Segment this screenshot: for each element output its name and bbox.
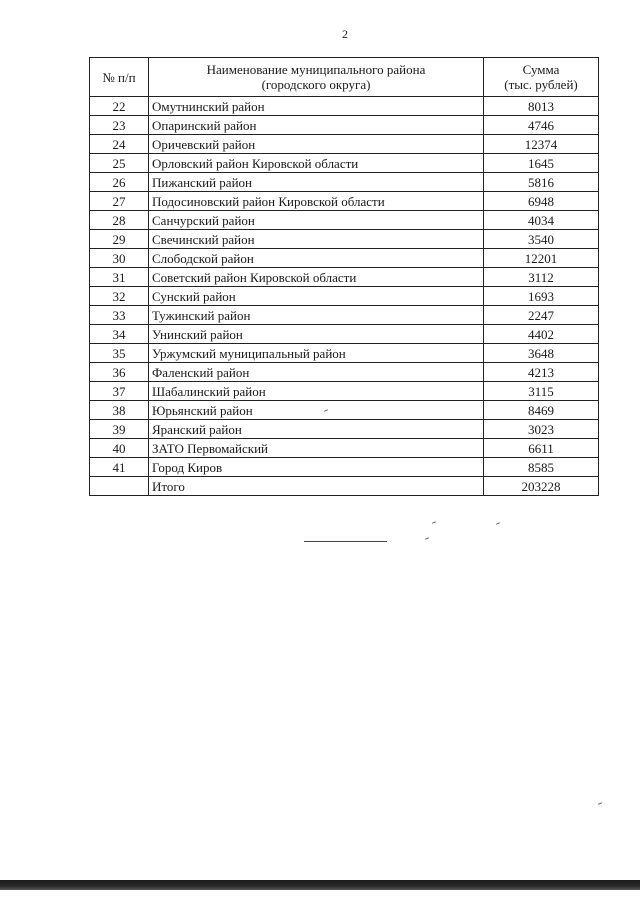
row-number: 39 (90, 420, 149, 439)
district-name: Город Киров (149, 458, 484, 477)
table-row (90, 306, 599, 325)
row-number: 30 (90, 249, 149, 268)
district-name: Итого (149, 477, 484, 496)
district-sum: 2247 (484, 306, 599, 325)
table-row (90, 249, 599, 268)
district-name: Санчурский район (149, 211, 484, 230)
row-number: 33 (90, 306, 149, 325)
district-sum: 3540 (484, 230, 599, 249)
row-number: 27 (90, 192, 149, 211)
row-number: 29 (90, 230, 149, 249)
district-name: Тужинский район (149, 306, 484, 325)
district-name: Советский район Кировской области (149, 268, 484, 287)
row-number (90, 477, 149, 496)
header-name-line1: Наименование муниципального района (206, 62, 426, 77)
table-row (90, 401, 599, 420)
table-row (90, 154, 599, 173)
table-row (90, 382, 599, 401)
district-sum: 12374 (484, 135, 599, 154)
table-row (90, 192, 599, 211)
district-sum: 5816 (484, 173, 599, 192)
district-sum: 3115 (484, 382, 599, 401)
table-row (90, 211, 599, 230)
table-row (90, 363, 599, 382)
table-row (90, 116, 599, 135)
header-sum-line1: Сумма (522, 62, 560, 77)
district-name: Шабалинский район (149, 382, 484, 401)
row-number: 22 (90, 97, 149, 116)
district-sum: 3112 (484, 268, 599, 287)
district-name: Орловский район Кировской области (149, 154, 484, 173)
district-sum: 6948 (484, 192, 599, 211)
table-row (90, 173, 599, 192)
row-number: 23 (90, 116, 149, 135)
district-name: ЗАТО Первомайский (149, 439, 484, 458)
district-sum: 8013 (484, 97, 599, 116)
table-row (90, 420, 599, 439)
header-sum-line2: (тыс. рублей) (504, 77, 578, 92)
district-name: Свечинский район (149, 230, 484, 249)
scan-speck (598, 802, 602, 805)
row-number: 41 (90, 458, 149, 477)
district-name: Фаленский район (149, 363, 484, 382)
table-row (90, 458, 599, 477)
district-name: Слободской район (149, 249, 484, 268)
row-number: 31 (90, 268, 149, 287)
district-sum: 8469 (484, 401, 599, 420)
header-name (149, 58, 484, 97)
header-num: № п/п (90, 58, 149, 97)
scan-speck (425, 537, 429, 540)
row-number: 37 (90, 382, 149, 401)
table-row (90, 230, 599, 249)
table-row (90, 325, 599, 344)
table-row (90, 287, 599, 306)
district-name: Юрьянский район (149, 401, 484, 420)
district-name: Пижанский район (149, 173, 484, 192)
district-name: Омутнинский район (149, 97, 484, 116)
row-number: 35 (90, 344, 149, 363)
row-number: 38 (90, 401, 149, 420)
table-row (90, 439, 599, 458)
district-sum: 6611 (484, 439, 599, 458)
row-number: 24 (90, 135, 149, 154)
district-sum: 3023 (484, 420, 599, 439)
district-name: Оричевский район (149, 135, 484, 154)
district-name: Подосиновский район Кировской области (149, 192, 484, 211)
row-number: 36 (90, 363, 149, 382)
district-sum: 1645 (484, 154, 599, 173)
district-sum-table (89, 57, 599, 496)
table-row (90, 135, 599, 154)
table-header-row (90, 58, 599, 97)
district-name: Сунский район (149, 287, 484, 306)
district-sum: 4034 (484, 211, 599, 230)
district-sum: 3648 (484, 344, 599, 363)
district-name: Унинский район (149, 325, 484, 344)
district-sum: 4746 (484, 116, 599, 135)
scan-edge-bar (0, 880, 640, 890)
row-number: 34 (90, 325, 149, 344)
page-number: 2 (342, 27, 348, 41)
row-number: 28 (90, 211, 149, 230)
table-row (90, 344, 599, 363)
district-sum: 12201 (484, 249, 599, 268)
district-sum: 1693 (484, 287, 599, 306)
district-sum: 8585 (484, 458, 599, 477)
scan-speck (496, 522, 500, 525)
district-sum: 4213 (484, 363, 599, 382)
district-sum: 4402 (484, 325, 599, 344)
header-name-line2: (городского округа) (261, 77, 371, 92)
district-name: Опаринский район (149, 116, 484, 135)
header-sum (484, 58, 599, 97)
table-row (90, 97, 599, 116)
row-number: 32 (90, 287, 149, 306)
district-name: Уржумский муниципальный район (149, 344, 484, 363)
row-number: 40 (90, 439, 149, 458)
district-sum: 203228 (484, 477, 599, 496)
total-row (90, 477, 599, 496)
scan-speck (432, 521, 436, 524)
row-number: 26 (90, 173, 149, 192)
row-number: 25 (90, 154, 149, 173)
district-name: Яранский район (149, 420, 484, 439)
closing-line (304, 541, 387, 542)
table-row (90, 268, 599, 287)
